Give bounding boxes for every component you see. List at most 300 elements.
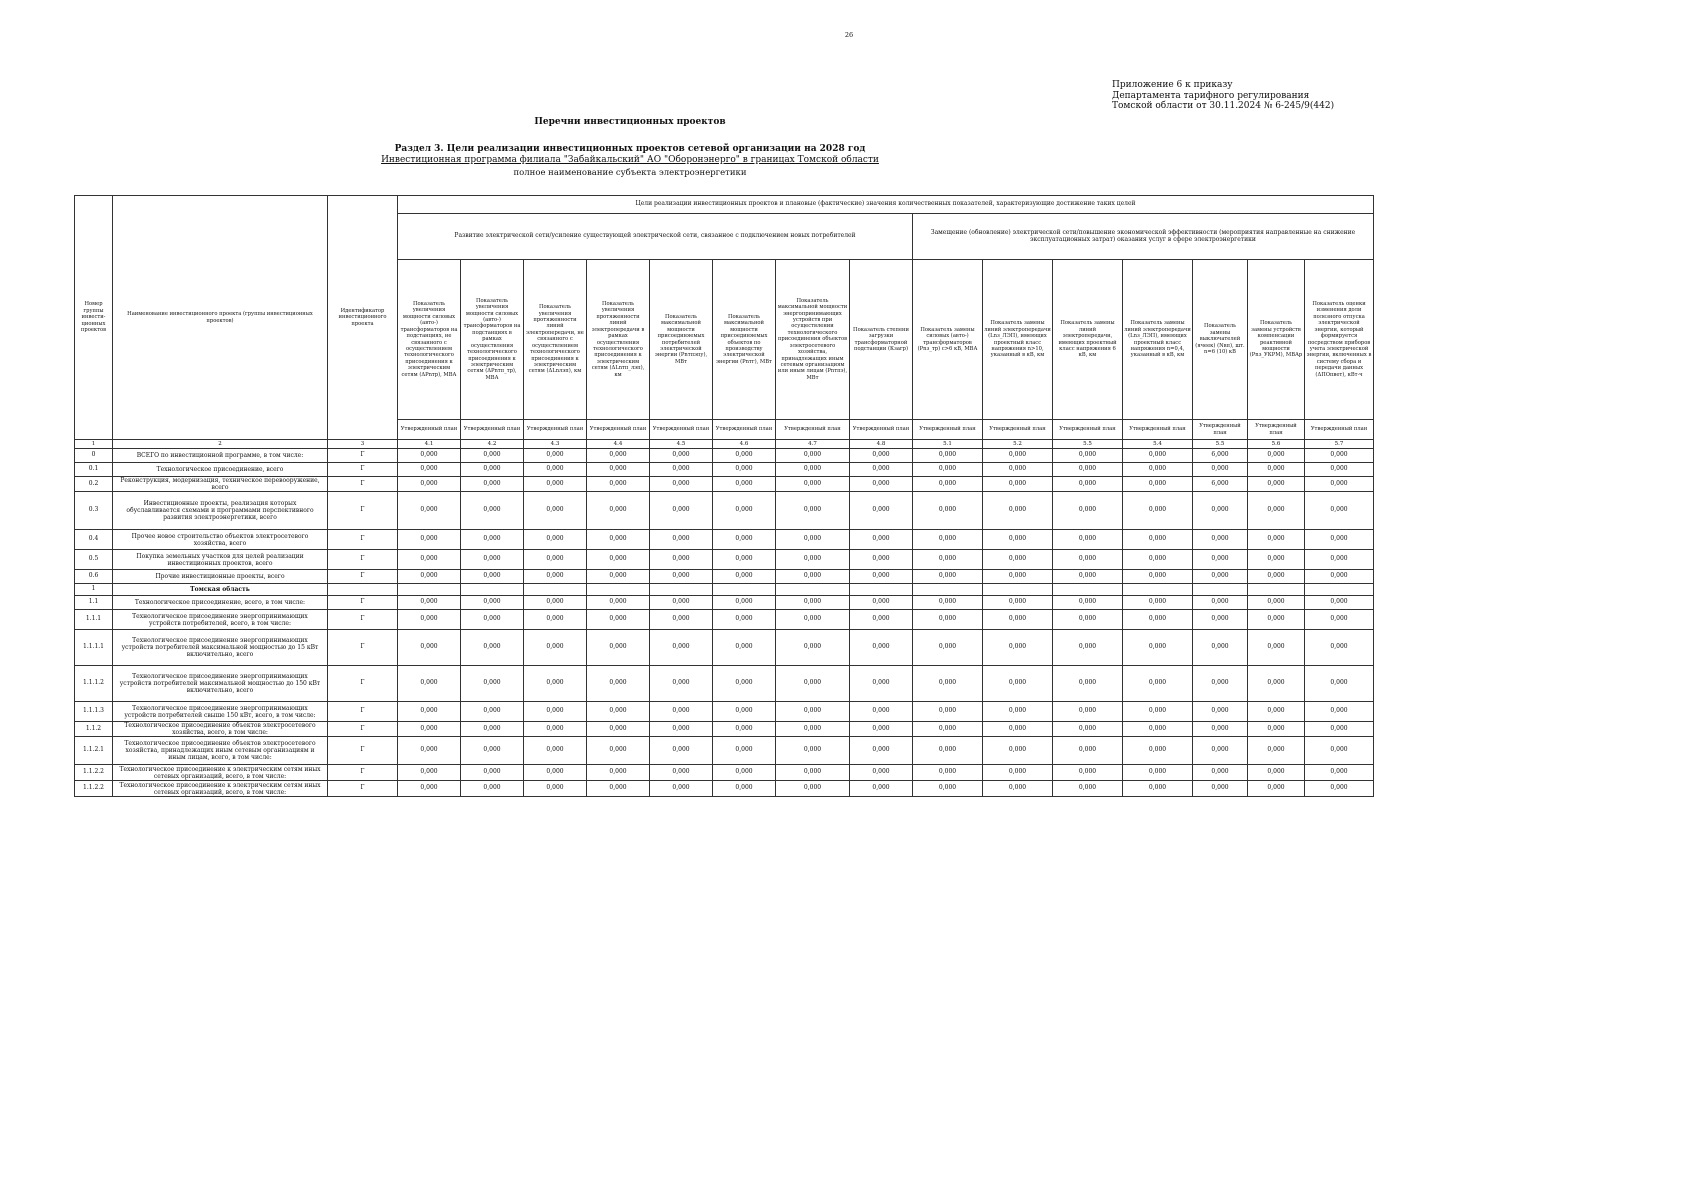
value-cell: 0,000 <box>398 570 461 584</box>
row-number: 0.4 <box>75 530 113 550</box>
indicator-header: Показатель замены устройств компенсации реактивной мощности (Pnз_УКРМ), МВАр <box>1248 260 1305 420</box>
value-cell <box>713 584 776 596</box>
row-identifier <box>328 584 398 596</box>
value-cell: 0,000 <box>1123 666 1193 702</box>
column-number: 5.7 <box>1305 440 1374 449</box>
value-cell: 0,000 <box>1123 702 1193 722</box>
value-cell: 0,000 <box>1123 449 1193 463</box>
column-number: 5.5 <box>1193 440 1248 449</box>
row-number: 1 <box>75 584 113 596</box>
value-cell: 0,000 <box>524 702 587 722</box>
row-identifier: Г <box>328 666 398 702</box>
value-cell: 0,000 <box>587 449 650 463</box>
appendix-line-2: Департамента тарифного регулирования <box>1112 90 1310 101</box>
row-number: 1.1.2.1 <box>75 737 113 765</box>
value-cell: 0,000 <box>1248 477 1305 492</box>
value-cell: 0,000 <box>1053 449 1123 463</box>
value-cell: 0,000 <box>461 492 524 530</box>
value-cell: 0,000 <box>1193 722 1248 737</box>
appendix-note <box>1112 80 1334 112</box>
value-cell: 0,000 <box>850 550 913 570</box>
value-cell: 0,000 <box>1305 530 1374 550</box>
plan-label: Утвержденный план <box>776 420 850 440</box>
value-cell: 0,000 <box>1248 702 1305 722</box>
value-cell: 0,000 <box>913 570 983 584</box>
row-name: Технологическое присоединение, всего <box>113 463 328 477</box>
value-cell: 0,000 <box>776 492 850 530</box>
program-title: Инвестиционная программа филиала "Забайкальский" АО "Оборонэнерго" в границах Томской области <box>381 155 879 165</box>
value-cell: 0,000 <box>398 449 461 463</box>
value-cell: 0,000 <box>713 781 776 797</box>
row-identifier: Г <box>328 530 398 550</box>
value-cell: 0,000 <box>1053 630 1123 666</box>
table-row <box>75 737 1374 765</box>
value-cell: 0,000 <box>1248 737 1305 765</box>
value-cell: 0,000 <box>1123 570 1193 584</box>
row-identifier: Г <box>328 702 398 722</box>
value-cell: 0,000 <box>1053 596 1123 610</box>
plan-label: Утвержденный план <box>1248 420 1305 440</box>
indicator-header: Показатель замены силовых (авто-) трансформаторов (Pnз_тр) с>6 кВ, МВА <box>913 260 983 420</box>
value-cell: 0,000 <box>713 477 776 492</box>
row-identifier: Г <box>328 722 398 737</box>
value-cell <box>1053 584 1123 596</box>
col-number-header: Номер группы инвести-ционных проектов <box>75 196 113 440</box>
value-cell: 0,000 <box>1053 610 1123 630</box>
value-cell: 0,000 <box>524 610 587 630</box>
value-cell: 0,000 <box>983 630 1053 666</box>
value-cell: 0,000 <box>1248 781 1305 797</box>
value-cell: 0,000 <box>850 492 913 530</box>
value-cell: 0,000 <box>524 781 587 797</box>
value-cell: 0,000 <box>1305 765 1374 781</box>
value-cell: 0,000 <box>850 765 913 781</box>
value-cell: 0,000 <box>650 596 713 610</box>
value-cell: 0,000 <box>650 610 713 630</box>
value-cell: 0,000 <box>1193 596 1248 610</box>
value-cell: 0,000 <box>587 610 650 630</box>
row-identifier: Г <box>328 570 398 584</box>
value-cell: 0,000 <box>398 765 461 781</box>
table-row <box>75 530 1374 550</box>
value-cell: 0,000 <box>398 550 461 570</box>
appendix-line-1: Приложение 6 к приказу <box>1112 80 1233 90</box>
value-cell: 0,000 <box>398 492 461 530</box>
col-id-header: Идентификатор инвестиционного проекта <box>328 196 398 440</box>
investment-goals-table <box>74 195 1374 797</box>
row-identifier: Г <box>328 737 398 765</box>
row-name: Томская область <box>113 584 328 596</box>
row-identifier: Г <box>328 463 398 477</box>
row-number: 0.6 <box>75 570 113 584</box>
value-cell: 0,000 <box>1123 492 1193 530</box>
value-cell: 0,000 <box>1305 610 1374 630</box>
row-identifier: Г <box>328 630 398 666</box>
table-row <box>75 630 1374 666</box>
value-cell: 0,000 <box>1053 765 1123 781</box>
value-cell: 0,000 <box>713 550 776 570</box>
value-cell: 0,000 <box>524 666 587 702</box>
value-cell: 0,000 <box>776 610 850 630</box>
row-number: 1.1 <box>75 596 113 610</box>
value-cell: 0,000 <box>461 596 524 610</box>
value-cell <box>398 584 461 596</box>
value-cell: 0,000 <box>1248 550 1305 570</box>
value-cell: 0,000 <box>1305 449 1374 463</box>
value-cell: 0,000 <box>1193 492 1248 530</box>
value-cell: 0,000 <box>1305 630 1374 666</box>
value-cell: 0,000 <box>776 722 850 737</box>
row-number: 0 <box>75 449 113 463</box>
column-number: 4.2 <box>461 440 524 449</box>
value-cell: 0,000 <box>524 570 587 584</box>
row-number: 1.1.2.2 <box>75 765 113 781</box>
table-row <box>75 550 1374 570</box>
value-cell: 0,000 <box>913 702 983 722</box>
value-cell: 0,000 <box>524 737 587 765</box>
value-cell: 0,000 <box>913 630 983 666</box>
value-cell: 0,000 <box>1053 477 1123 492</box>
table-row <box>75 722 1374 737</box>
value-cell: 0,000 <box>1053 492 1123 530</box>
row-number: 1.1.1.1 <box>75 630 113 666</box>
row-identifier: Г <box>328 550 398 570</box>
value-cell: 0,000 <box>776 477 850 492</box>
row-identifier: Г <box>328 765 398 781</box>
value-cell: 0,000 <box>713 610 776 630</box>
row-name: Технологическое присоединение энергопринимающих устройств потребителей свыше 150 кВт, всего, в том числе: <box>113 702 328 722</box>
value-cell: 0,000 <box>1193 781 1248 797</box>
value-cell: 0,000 <box>1193 702 1248 722</box>
value-cell: 0,000 <box>776 737 850 765</box>
value-cell: 0,000 <box>587 630 650 666</box>
plan-label: Утвержденный план <box>713 420 776 440</box>
group-development-header: Развитие электрической сети/усиление существующей электрической сети, связанное с подключением новых потребителей <box>398 214 913 260</box>
value-cell: 0,000 <box>524 722 587 737</box>
value-cell: 0,000 <box>1193 610 1248 630</box>
column-number: 4.5 <box>650 440 713 449</box>
value-cell: 0,000 <box>524 596 587 610</box>
value-cell: 0,000 <box>587 722 650 737</box>
value-cell: 0,000 <box>983 722 1053 737</box>
plan-label: Утвержденный план <box>983 420 1053 440</box>
value-cell: 0,000 <box>1193 463 1248 477</box>
value-cell: 0,000 <box>461 781 524 797</box>
value-cell: 0,000 <box>713 765 776 781</box>
value-cell: 0,000 <box>983 477 1053 492</box>
value-cell: 0,000 <box>398 530 461 550</box>
value-cell: 0,000 <box>1123 610 1193 630</box>
value-cell: 0,000 <box>776 570 850 584</box>
plan-label: Утвержденный план <box>1123 420 1193 440</box>
value-cell: 0,000 <box>1193 737 1248 765</box>
value-cell: 0,000 <box>850 630 913 666</box>
value-cell: 0,000 <box>461 570 524 584</box>
value-cell: 0,000 <box>461 463 524 477</box>
value-cell: 0,000 <box>983 550 1053 570</box>
value-cell: 0,000 <box>983 492 1053 530</box>
value-cell: 0,000 <box>461 737 524 765</box>
row-identifier: Г <box>328 477 398 492</box>
value-cell: 0,000 <box>776 630 850 666</box>
value-cell: 0,000 <box>1123 781 1193 797</box>
row-name: Технологическое присоединение, всего, в том числе: <box>113 596 328 610</box>
indicator-header: Показатель увеличения мощности силовых (авто-) трансформаторов на подстанциях, не связанного с осуществлением технологического присоединения к электрическим сетям (ΔPnтр), МВА <box>398 260 461 420</box>
column-number: 4.8 <box>850 440 913 449</box>
value-cell: 0,000 <box>524 530 587 550</box>
row-number: 0.2 <box>75 477 113 492</box>
plan-label: Утвержденный план <box>524 420 587 440</box>
column-number: 5.1 <box>913 440 983 449</box>
value-cell: 0,000 <box>1053 463 1123 477</box>
table-row <box>75 765 1374 781</box>
row-identifier: Г <box>328 596 398 610</box>
value-cell: 0,000 <box>461 666 524 702</box>
value-cell: 0,000 <box>913 722 983 737</box>
value-cell: 0,000 <box>776 702 850 722</box>
plan-label: Утвержденный план <box>650 420 713 440</box>
value-cell: 0,000 <box>398 596 461 610</box>
value-cell: 0,000 <box>1193 630 1248 666</box>
value-cell: 0,000 <box>1193 570 1248 584</box>
value-cell: 0,000 <box>398 722 461 737</box>
value-cell: 0,000 <box>1123 530 1193 550</box>
col-name-header: Наименование инвестиционного проекта (группы инвестиционных проектов) <box>113 196 328 440</box>
value-cell <box>461 584 524 596</box>
indicator-header: Показатель оценки изменения доли полезного отпуска электрической энергии, который формируется посредством приборов учета электрической энергии, включенных в систему сбора и передачи данных (ΔПОпвет), кВт·ч <box>1305 260 1374 420</box>
value-cell: 0,000 <box>983 610 1053 630</box>
value-cell: 0,000 <box>1248 530 1305 550</box>
value-cell: 0,000 <box>1248 570 1305 584</box>
value-cell: 0,000 <box>850 463 913 477</box>
subject-caption: полное наименование субъекта электроэнергетики <box>513 168 747 178</box>
value-cell: 0,000 <box>913 449 983 463</box>
value-cell: 0,000 <box>850 781 913 797</box>
value-cell: 0,000 <box>1123 477 1193 492</box>
row-name: Технологическое присоединение к электрическим сетям иных сетевых организаций, всего, в том числе: <box>113 781 328 797</box>
value-cell: 0,000 <box>776 781 850 797</box>
value-cell <box>913 584 983 596</box>
row-name: Реконструкция, модернизация, техническое перевооружение, всего <box>113 477 328 492</box>
value-cell: 0,000 <box>713 666 776 702</box>
value-cell: 0,000 <box>587 596 650 610</box>
column-number: 3 <box>328 440 398 449</box>
value-cell <box>524 584 587 596</box>
value-cell: 0,000 <box>650 702 713 722</box>
column-number-row <box>75 440 1374 449</box>
row-number: 1.1.1.2 <box>75 666 113 702</box>
row-number: 0.1 <box>75 463 113 477</box>
value-cell: 0,000 <box>1193 765 1248 781</box>
table-row <box>75 463 1374 477</box>
value-cell: 0,000 <box>1053 737 1123 765</box>
value-cell: 0,000 <box>587 492 650 530</box>
value-cell: 0,000 <box>398 666 461 702</box>
value-cell: 0,000 <box>1305 492 1374 530</box>
plan-label: Утвержденный план <box>850 420 913 440</box>
table-row <box>75 492 1374 530</box>
value-cell: 0,000 <box>1053 722 1123 737</box>
goals-header: Цели реализации инвестиционных проектов и плановые (фактические) значения количественных показателей, характеризующие достижение таких целей <box>398 196 1374 214</box>
value-cell: 0,000 <box>650 781 713 797</box>
value-cell: 0,000 <box>461 702 524 722</box>
value-cell: 0,000 <box>913 596 983 610</box>
table-row <box>75 666 1374 702</box>
value-cell: 0,000 <box>398 781 461 797</box>
value-cell: 0,000 <box>776 449 850 463</box>
table-row <box>75 702 1374 722</box>
row-name: Технологическое присоединение объектов электросетевого хозяйства, всего, в том числе: <box>113 722 328 737</box>
value-cell <box>776 584 850 596</box>
value-cell: 0,000 <box>913 530 983 550</box>
value-cell: 0,000 <box>713 596 776 610</box>
value-cell: 0,000 <box>713 630 776 666</box>
indicator-header: Показатель замены линий электропередачи (Lnз_ЛЭП), имеющих проектный класс напряжения n>10, указанный в кВ, км <box>983 260 1053 420</box>
value-cell: 0,000 <box>461 550 524 570</box>
plan-label: Утвержденный план <box>587 420 650 440</box>
row-identifier: Г <box>328 449 398 463</box>
value-cell: 0,000 <box>650 530 713 550</box>
value-cell: 0,000 <box>713 737 776 765</box>
page-number: 26 <box>844 31 854 39</box>
row-number: 0.5 <box>75 550 113 570</box>
value-cell: 0,000 <box>1305 550 1374 570</box>
value-cell: 0,000 <box>650 477 713 492</box>
row-name: Прочее новое строительство объектов электросетевого хозяйства, всего <box>113 530 328 550</box>
value-cell: 0,000 <box>1053 570 1123 584</box>
row-number: 1.1.2.2 <box>75 781 113 797</box>
row-name: Технологическое присоединение объектов электросетевого хозяйства, принадлежащих иным сетевым организациям и иным лицам, всего, в том числе: <box>113 737 328 765</box>
value-cell <box>1248 584 1305 596</box>
value-cell: 0,000 <box>650 737 713 765</box>
value-cell: 0,000 <box>398 737 461 765</box>
indicator-header: Показатель увеличения протяженности линий электропередачи в рамках осуществления технологического присоединения к электрическим сетям (ΔLnтп_лэп), км <box>587 260 650 420</box>
value-cell: 0,000 <box>1305 737 1374 765</box>
value-cell: 0,000 <box>850 722 913 737</box>
value-cell: 0,000 <box>776 550 850 570</box>
value-cell: 0,000 <box>983 737 1053 765</box>
row-name: Технологическое присоединение к электрическим сетям иных сетевых организаций, всего, в том числе: <box>113 765 328 781</box>
value-cell: 0,000 <box>1305 596 1374 610</box>
appendix-line-3: Томской области от 30.11.2024 № 6-245/9(442) <box>1112 101 1335 111</box>
value-cell: 0,000 <box>913 781 983 797</box>
value-cell: 0,000 <box>913 550 983 570</box>
value-cell: 0,000 <box>1305 463 1374 477</box>
value-cell: 0,000 <box>1305 781 1374 797</box>
column-number: 4.4 <box>587 440 650 449</box>
value-cell: 0,000 <box>850 610 913 630</box>
plan-label: Утвержденный план <box>913 420 983 440</box>
value-cell: 0,000 <box>713 570 776 584</box>
value-cell: 0,000 <box>1305 666 1374 702</box>
plan-label: Утвержденный план <box>461 420 524 440</box>
row-name: Инвестиционные проекты, реализация которых обуславливается схемами и программами перспективного развития электроэнергетики, всего <box>113 492 328 530</box>
value-cell: 0,000 <box>587 702 650 722</box>
value-cell: 0,000 <box>524 550 587 570</box>
value-cell <box>1193 584 1248 596</box>
indicator-header: Показатель увеличения протяженности линий электропередачи, не связанного с осуществлением технологического присоединения к электрическим сетям (ΔLnлэп), км <box>524 260 587 420</box>
value-cell: 0,000 <box>461 449 524 463</box>
document-titles <box>370 117 890 178</box>
value-cell: 0,000 <box>650 550 713 570</box>
value-cell: 0,000 <box>983 530 1053 550</box>
value-cell: 0,000 <box>524 449 587 463</box>
value-cell: 0,000 <box>650 722 713 737</box>
row-number: 1.1.1.3 <box>75 702 113 722</box>
row-number: 0.3 <box>75 492 113 530</box>
value-cell: 0,000 <box>850 477 913 492</box>
value-cell: 0,000 <box>1123 463 1193 477</box>
value-cell: 0,000 <box>913 492 983 530</box>
value-cell <box>587 584 650 596</box>
value-cell <box>850 584 913 596</box>
column-number: 4.3 <box>524 440 587 449</box>
value-cell: 0,000 <box>983 570 1053 584</box>
table-row <box>75 477 1374 492</box>
value-cell: 0,000 <box>587 477 650 492</box>
value-cell: 0,000 <box>1248 610 1305 630</box>
table-row <box>75 596 1374 610</box>
value-cell: 0,000 <box>587 781 650 797</box>
value-cell: 0,000 <box>850 449 913 463</box>
indicator-header: Показатель максимальной мощности присоединяемых потребителей электрической энергии (Pnтпэпу), МВт <box>650 260 713 420</box>
value-cell: 0,000 <box>1053 550 1123 570</box>
plan-label: Утвержденный план <box>1305 420 1374 440</box>
value-cell: 0,000 <box>913 765 983 781</box>
value-cell: 0,000 <box>524 630 587 666</box>
row-number: 1.1.1 <box>75 610 113 630</box>
value-cell: 0,000 <box>713 463 776 477</box>
value-cell: 0,000 <box>776 530 850 550</box>
value-cell: 0,000 <box>850 570 913 584</box>
indicator-header: Показатель максимальной мощности энергопринимающих устройств при осуществлении технологического присоединения объектов электросетевого хозяйства, принадлежащих иным сетевым организациям или иным лицам (Pnтпэ), МВт <box>776 260 850 420</box>
indicator-header: Показатель увеличения мощности силовых (авто-) трансформаторов на подстанциях в рамках осуществления технологического присоединения к электрическим сетям (ΔPnтп_тр), МВА <box>461 260 524 420</box>
value-cell: 0,000 <box>1053 666 1123 702</box>
column-number: 1 <box>75 440 113 449</box>
value-cell: 0,000 <box>1248 463 1305 477</box>
value-cell: 0,000 <box>524 765 587 781</box>
value-cell: 0,000 <box>983 463 1053 477</box>
row-name: Технологическое присоединение энергопринимающих устройств потребителей максимальной мощностью до 15 кВт включительно, всего <box>113 630 328 666</box>
value-cell: 0,000 <box>850 666 913 702</box>
value-cell: 0,000 <box>650 492 713 530</box>
row-name: Прочие инвестиционные проекты, всего <box>113 570 328 584</box>
value-cell: 0,000 <box>398 477 461 492</box>
value-cell: 0,000 <box>398 630 461 666</box>
row-name: ВСЕГО по инвестиционной программе, в том числе: <box>113 449 328 463</box>
value-cell: 0,000 <box>650 449 713 463</box>
table-row <box>75 449 1374 463</box>
value-cell: 0,000 <box>1123 630 1193 666</box>
value-cell: 0,000 <box>850 702 913 722</box>
value-cell: 0,000 <box>776 463 850 477</box>
value-cell: 0,000 <box>850 737 913 765</box>
value-cell: 0,000 <box>983 449 1053 463</box>
value-cell: 0,000 <box>850 530 913 550</box>
value-cell: 0,000 <box>461 530 524 550</box>
value-cell: 0,000 <box>650 630 713 666</box>
value-cell: 0,000 <box>650 666 713 702</box>
value-cell: 6,000 <box>1193 477 1248 492</box>
value-cell: 0,000 <box>1248 666 1305 702</box>
value-cell: 0,000 <box>1305 477 1374 492</box>
value-cell: 0,000 <box>587 570 650 584</box>
value-cell: 0,000 <box>1193 530 1248 550</box>
value-cell: 0,000 <box>1305 570 1374 584</box>
value-cell: 0,000 <box>776 765 850 781</box>
value-cell: 0,000 <box>913 737 983 765</box>
column-number: 5.2 <box>983 440 1053 449</box>
